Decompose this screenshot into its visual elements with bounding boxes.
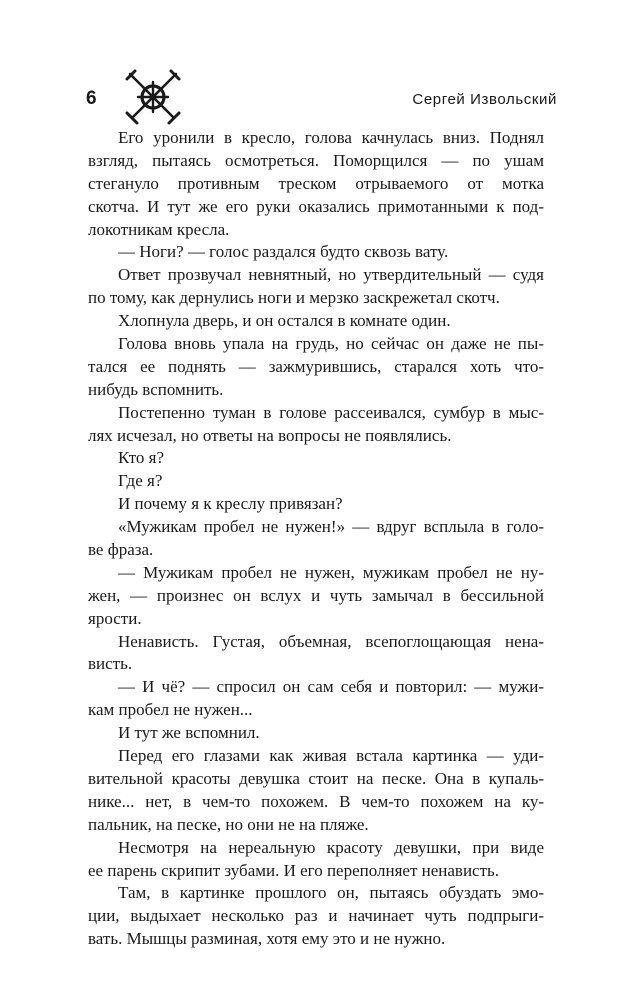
text-line: вать. Мышцы разминая, хотя ему это и не нужно.: [88, 929, 446, 949]
text-line: нибудь вспомнить.: [88, 379, 224, 399]
text-line: «Мужикам пробел не нужен!» — вдруг всплыла в голо-: [118, 517, 544, 537]
text-line: — И чё? — спросил он сам себя и повторил: — мужи-: [118, 677, 544, 697]
text-line: Ненависть. Густая, объемная, всепоглощающая нена-: [118, 631, 544, 651]
page-header: [0, 0, 619, 130]
text-line: Там, в картинке прошлого он, пытаясь обуздать эмо-: [118, 883, 544, 903]
text-line: по тому, как дернулись ноги и мерзко заскрежетал скотч.: [88, 288, 500, 308]
text-line: нике... нет, в чем-то похожем. В чем-то похожем на ку-: [88, 791, 544, 811]
text-line: стегануло противным треском отрываемого от мотка: [88, 173, 544, 193]
text-line: Хлопнула дверь, и он остался в комнате один.: [118, 311, 451, 331]
page-number: 6: [86, 88, 97, 109]
text-line: Голова вновь упала на грудь, но сейчас он даже не пы-: [118, 334, 544, 354]
text-line: Его уронили в кресло, голова качнулась вниз. Поднял: [118, 128, 544, 147]
body-text: [88, 127, 544, 951]
text-line: — Ноги? — голос раздался будто сквозь вату.: [118, 242, 449, 262]
text-line: пальник, на песке, но они не на пляже.: [88, 814, 369, 834]
text-line: лях исчезал, но ответы на вопросы не появлялись.: [88, 425, 452, 445]
text-line: взгляд, пытаясь осмотреться. Поморщился — по ушам: [88, 150, 544, 170]
text-line: ве фраза.: [88, 540, 154, 560]
text-line: скотча. И тут же его руки оказались примотанными к под-: [88, 196, 544, 216]
text-line: Ответ прозвучал невнятный, но утвердительный — судя: [118, 265, 544, 285]
text-line: И тут же вспомнил.: [118, 723, 260, 743]
text-line: Постепенно туман в голове рассеивался, сумбур в мыс-: [118, 402, 544, 422]
text-line: Где я?: [118, 471, 163, 491]
text-line: висть.: [88, 654, 133, 674]
text-line: — Мужикам пробел не нужен, мужикам пробел не ну-: [118, 562, 544, 582]
text-line: Перед его глазами как живая встала картинка — уди-: [118, 746, 544, 766]
text-line: ции, выдыхает несколько раз и начинает чуть подпрыги-: [88, 906, 544, 926]
text-line: вительной красоты девушка стоит на песке. Она в купаль-: [88, 768, 544, 788]
text-line: ярости.: [88, 608, 142, 628]
text-line: И почему я к креслу привязан?: [118, 494, 343, 514]
text-line: локотникам кресла.: [88, 219, 230, 239]
text-line: кам пробел не нужен...: [88, 700, 253, 720]
text-line: тался ее поднять — зажмурившись, старался хоть что-: [88, 356, 544, 376]
author-name: Сергей Извольский: [412, 91, 557, 108]
text-line: жен, — произнес он вслух и чуть замычал в бессильной: [88, 585, 544, 605]
text-line: Несмотря на нереальную красоту девушки, при виде: [118, 837, 544, 857]
text-line: Кто я?: [118, 448, 165, 468]
text-line: ее парень скрипит зубами. И его переполняет ненависть.: [88, 860, 500, 880]
crossed-swords-target-icon: [124, 68, 182, 126]
